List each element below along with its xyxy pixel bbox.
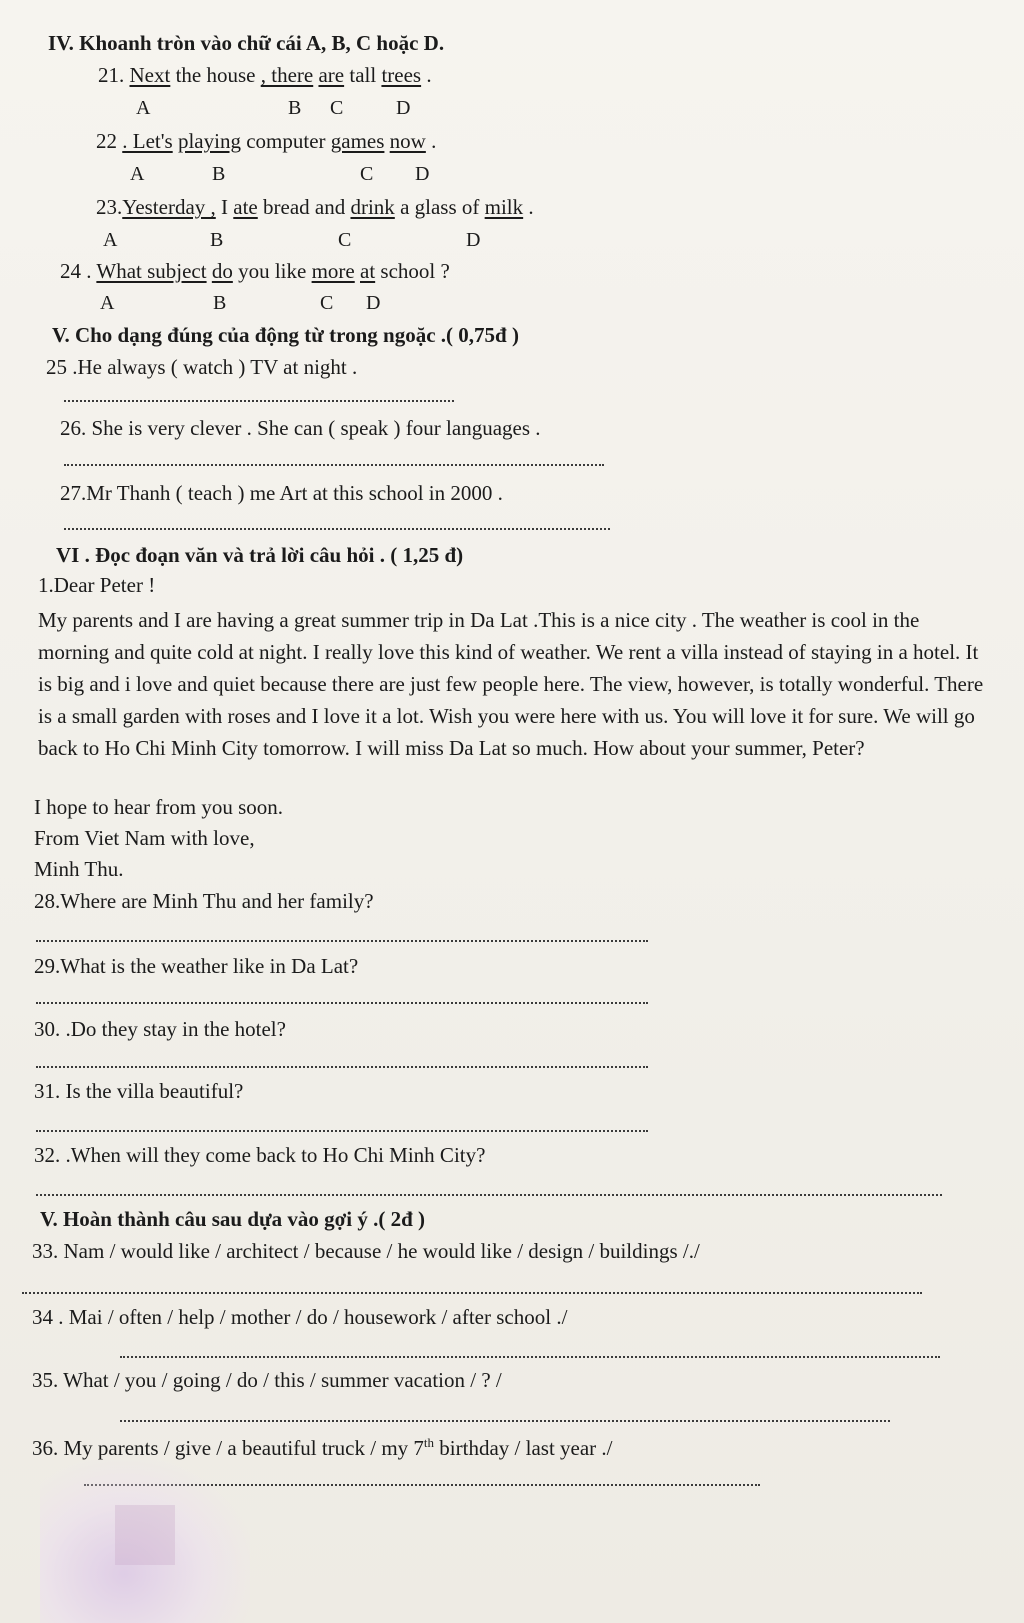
q22-label-d[interactable]: D xyxy=(415,163,430,185)
q23-label-a[interactable]: A xyxy=(103,229,118,251)
section-5-title: V. Cho dạng đúng của động từ trong ngoặc .( 0,75đ ) xyxy=(52,323,519,347)
section-7-title: V. Hoàn thành câu sau dựa vào gợi ý .( 2đ ) xyxy=(40,1207,426,1231)
q21-label-c[interactable]: C xyxy=(330,97,344,119)
q21-label-b[interactable]: B xyxy=(288,97,302,119)
q23-option-a-text: Yesterday , xyxy=(122,195,216,219)
answer-line-35[interactable] xyxy=(120,1420,890,1422)
letter-body: My parents and I are having a great summer trip in Da Lat .This is a nice city . The weather is cool in the morning and quite cold at night. I really love this kind of weather. We rent a villa instead of staying in a hotel. It is big and i love and quiet because there are just few people here. The view, however, is totally wonderful. There is a small garden with roses and I love it a lot. Wish you were here with us. You will love it for sure. We will go back to Ho Chi Minh City tomorrow. I will miss Da Lat so much. How about your summer, Peter? xyxy=(38,608,984,760)
question-23: 23.Yesterday , I ate bread and drink a glass of milk . xyxy=(96,195,534,219)
answer-line-31[interactable] xyxy=(36,1130,648,1132)
answer-line-25[interactable] xyxy=(64,400,454,402)
question-26: 26. She is very clever . She can ( speak ) four languages . xyxy=(60,416,541,440)
question-35: 35. What / you / going / do / this / summer vacation / ? / xyxy=(32,1368,502,1392)
q24-option-c-text: more xyxy=(311,259,355,283)
q21-label-d[interactable]: D xyxy=(396,97,411,119)
q23-label-b[interactable]: B xyxy=(210,229,224,251)
letter-greeting: 1.Dear Peter ! xyxy=(38,573,156,597)
question-32: 32. .When will they come back to Ho Chi Minh City? xyxy=(34,1143,486,1167)
q22-label-a[interactable]: A xyxy=(130,163,145,185)
q21-option-c-text: are xyxy=(318,63,345,87)
letter-signature: Minh Thu. xyxy=(34,857,124,881)
q22-label-b[interactable]: B xyxy=(212,163,226,185)
question-28: 28.Where are Minh Thu and her family? xyxy=(34,889,374,913)
question-36: 36. My parents / give / a beautiful truck / my 7th birthday / last year ./ xyxy=(32,1435,613,1460)
question-31: 31. Is the villa beautiful? xyxy=(34,1079,244,1103)
answer-line-30[interactable] xyxy=(36,1066,648,1068)
q24-label-b[interactable]: B xyxy=(213,292,227,314)
photo-smudge-spot xyxy=(115,1505,175,1565)
section-4-title: IV. Khoanh tròn vào chữ cái A, B, C hoặc D. xyxy=(48,31,445,55)
q24-label-d[interactable]: D xyxy=(366,292,381,314)
q23-option-b-text: ate xyxy=(233,195,258,219)
question-30: 30. .Do they stay in the hotel? xyxy=(34,1017,286,1041)
q24-option-b-text: do xyxy=(211,259,233,283)
q23-option-d-text: milk xyxy=(484,195,524,219)
q21-option-a-text: Next xyxy=(129,63,171,87)
question-33: 33. Nam / would like / architect / because / he would like / design / buildings /./ xyxy=(32,1239,700,1263)
q22-option-b-text: playing xyxy=(177,129,241,153)
q21-option-b-text: , there xyxy=(260,63,314,87)
q22-option-d-text: now xyxy=(389,129,426,153)
answer-line-27[interactable] xyxy=(64,528,610,530)
q24-option-a-text: What subject xyxy=(96,259,207,283)
answer-line-33[interactable] xyxy=(22,1292,922,1294)
section-6-title: VI . Đọc đoạn văn và trả lời câu hỏi . ( 1,25 đ) xyxy=(56,543,464,567)
q23-option-c-text: drink xyxy=(350,195,395,219)
q22-label-c[interactable]: C xyxy=(360,163,374,185)
q24-label-c[interactable]: C xyxy=(320,292,334,314)
q24-option-d-text: at xyxy=(360,259,376,283)
q23-label-c[interactable]: C xyxy=(338,229,352,251)
q21-option-d-text: trees xyxy=(381,63,422,87)
letter-closing: From Viet Nam with love, xyxy=(34,826,255,850)
letter-hope: I hope to hear from you soon. xyxy=(34,795,284,819)
question-24: 24 . What subject do you like more at school ? xyxy=(60,259,450,283)
q23-label-d[interactable]: D xyxy=(466,229,481,251)
q22-option-a-text: . Let's xyxy=(122,129,173,153)
answer-line-26[interactable] xyxy=(64,464,604,466)
question-29: 29.What is the weather like in Da Lat? xyxy=(34,954,359,978)
q22-option-c-text: games xyxy=(330,129,385,153)
question-27: 27.Mr Thanh ( teach ) me Art at this school in 2000 . xyxy=(60,481,503,505)
question-22: 22 . Let's playing computer games now . xyxy=(96,129,437,153)
q21-label-a[interactable]: A xyxy=(136,97,151,119)
answer-line-34[interactable] xyxy=(120,1356,940,1358)
question-34: 34 . Mai / often / help / mother / do / housework / after school ./ xyxy=(32,1305,568,1329)
q24-label-a[interactable]: A xyxy=(100,292,115,314)
answer-line-28[interactable] xyxy=(36,940,648,942)
answer-line-32[interactable] xyxy=(36,1194,942,1196)
question-25: 25 .He always ( watch ) TV at night . xyxy=(46,355,358,379)
answer-line-29[interactable] xyxy=(36,1002,648,1004)
question-21: 21. Next the house , there are tall trees . xyxy=(98,63,432,87)
